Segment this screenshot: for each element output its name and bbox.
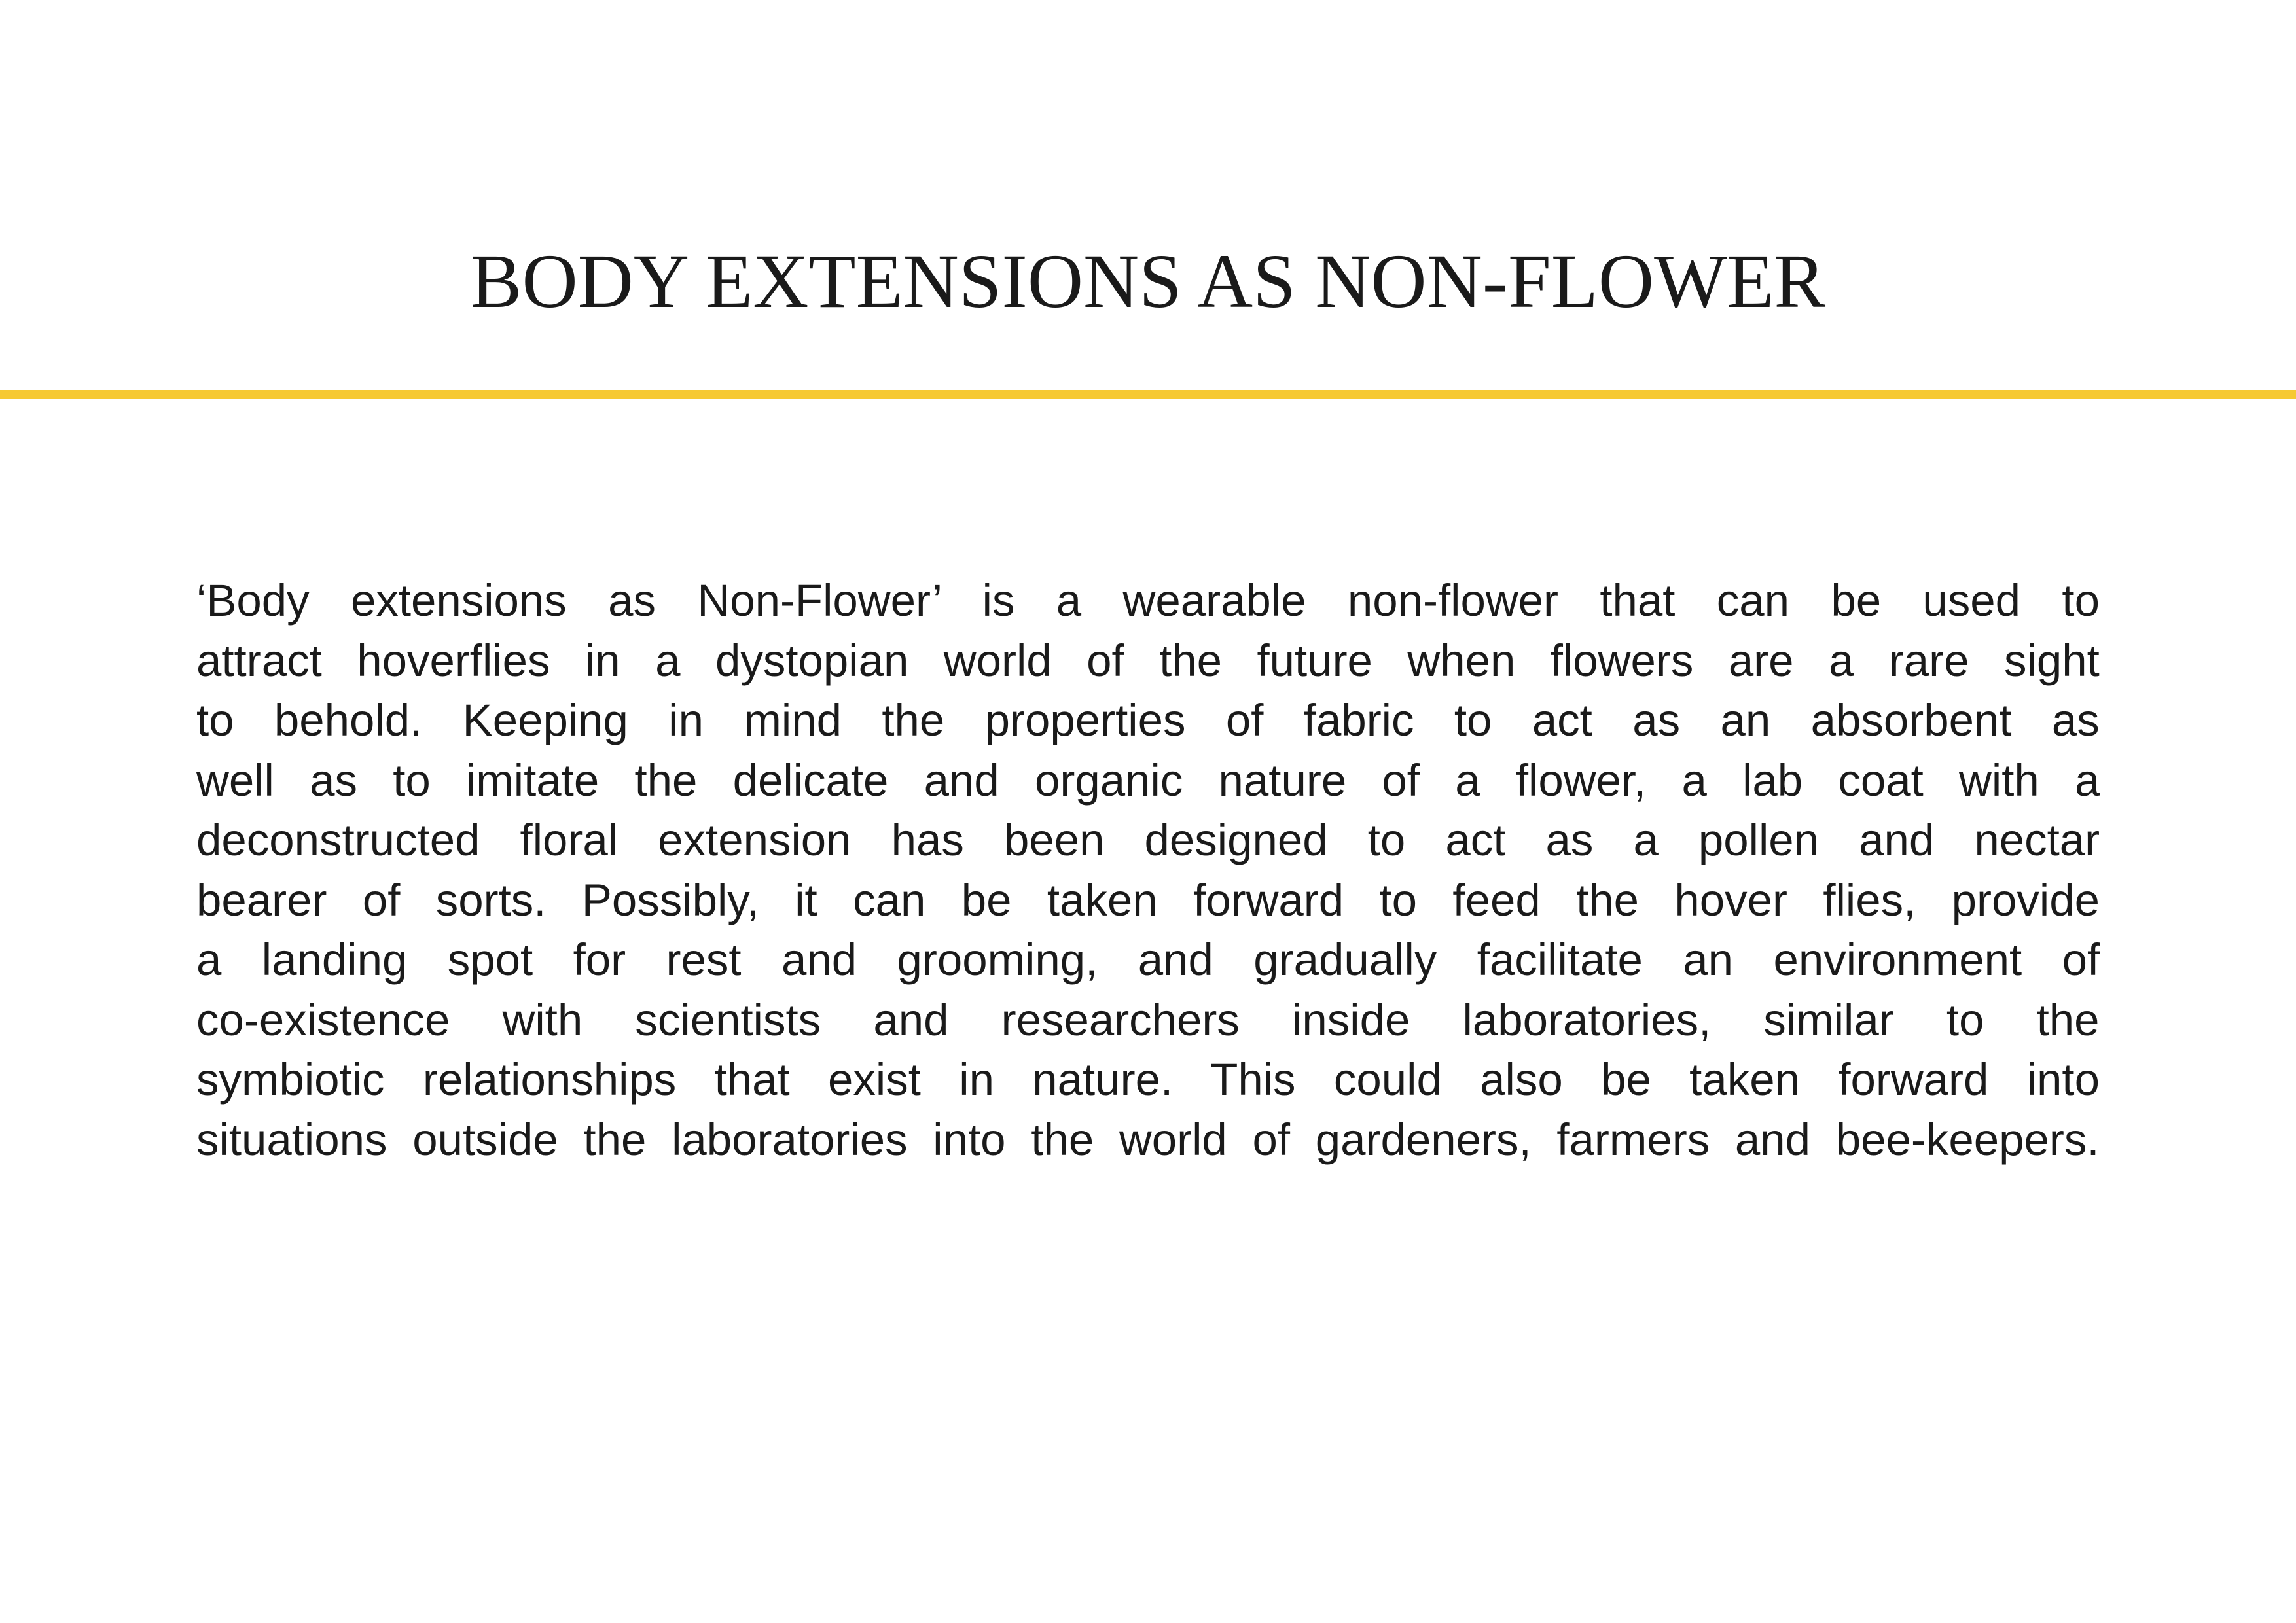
paragraph-line: bearer of sorts. Possibly, it can be taken forward to feed the hover flies, provide [196, 874, 2100, 925]
paragraph-line: deconstructed floral extension has been designed to act as a pollen and nectar [196, 815, 2100, 865]
paragraph-line: situations outside the laboratories into the world of gardeners, farmers and bee-keepers. [196, 1114, 2100, 1165]
paragraph-line: to behold. Keeping in mind the properties of fabric to act as an absorbent as [196, 695, 2100, 745]
paragraph-line: attract hoverflies in a dystopian world of the future when flowers are a rare sight [196, 635, 2100, 686]
paragraph-line: a landing spot for rest and grooming, and gradually facilitate an environment of [196, 935, 2100, 985]
page-title: BODY EXTENSIONS AS NON-FLOWER [470, 238, 1826, 324]
paragraph-line: co-existence with scientists and researchers inside laboratories, similar to the [196, 994, 2100, 1045]
paragraph-line: well as to imitate the delicate and organic nature of a flower, a lab coat with a [196, 755, 2100, 806]
paragraph-line: symbiotic relationships that exist in nature. This could also be taken forward into [196, 1054, 2100, 1105]
body-paragraph [196, 571, 2100, 1169]
paragraph-line: ‘Body extensions as Non-Flower’ is a wearable non-flower that can be used to [196, 575, 2100, 626]
accent-divider [0, 390, 2296, 399]
